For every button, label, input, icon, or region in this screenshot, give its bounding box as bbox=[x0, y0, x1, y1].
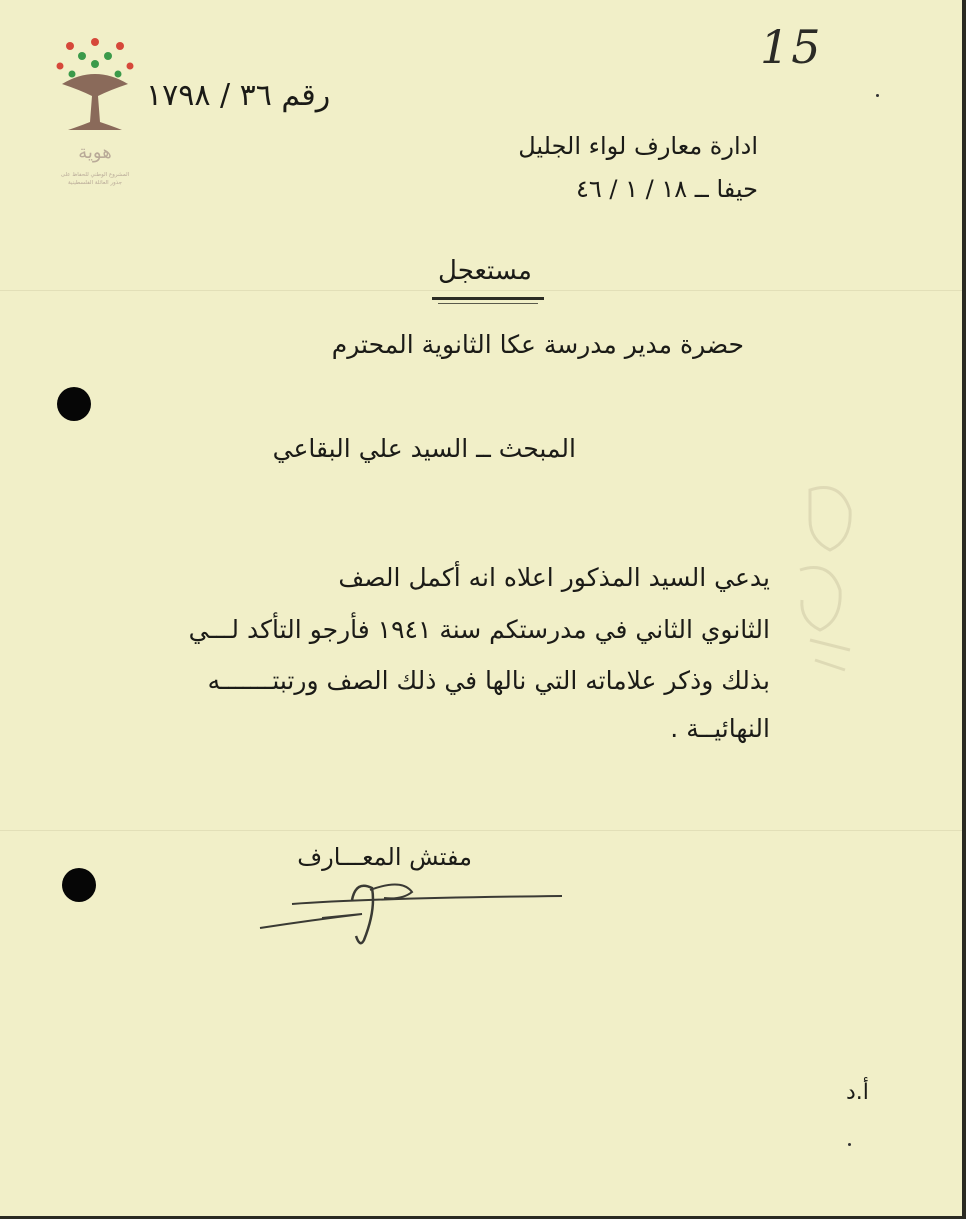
urgent-label: مستعجل bbox=[438, 256, 532, 286]
body-line: بذلك وذكر علاماته التي نالها في ذلك الصف ورتبتـــــــه bbox=[207, 666, 770, 695]
svg-text:المشروع الوطني للحفاظ على: المشروع الوطني للحفاظ على bbox=[60, 172, 130, 178]
urgent-underline bbox=[438, 303, 538, 304]
punch-hole bbox=[62, 868, 96, 902]
reference-number: رقم ٣٦ / ١٧٩٨ bbox=[146, 78, 331, 113]
svg-text:جذور العائلة الفلسطينية: جذور العائلة الفلسطينية bbox=[67, 180, 123, 186]
hawiya-tree-logo bbox=[40, 34, 150, 194]
addressee-line: حضرة مدير مدرسة عكا الثانوية المحترم bbox=[331, 330, 744, 359]
page-number: 15 bbox=[760, 20, 823, 74]
handwritten-signature bbox=[252, 870, 572, 950]
fold-line bbox=[0, 290, 966, 291]
body-line: يدعي السيد المذكور اعلاه انه أكمل الصف bbox=[338, 563, 770, 592]
body-line: النهائيــة . bbox=[670, 714, 770, 743]
speck bbox=[876, 94, 879, 97]
initials: أ.د bbox=[846, 1080, 869, 1105]
speck bbox=[848, 1143, 851, 1146]
punch-hole bbox=[57, 387, 91, 421]
fold-line bbox=[0, 830, 966, 831]
svg-text:هوية: هوية bbox=[78, 142, 112, 163]
department-header: ادارة معارف لواء الجليل bbox=[518, 132, 758, 160]
body-line: الثانوي الثاني في مدرستكم سنة ١٩٤١ فأرجو التأكد لـــي bbox=[188, 615, 770, 644]
closing-title: مفتش المعـــارف bbox=[297, 843, 472, 871]
date-line: حيفا ــ ١٨ / ١ / ٤٦ bbox=[576, 175, 758, 203]
urgent-underline bbox=[432, 297, 544, 300]
faded-stamp bbox=[780, 470, 870, 690]
scan-edge bbox=[962, 0, 966, 1219]
subject-line: المبحث ــ السيد علي البقاعي bbox=[272, 434, 576, 463]
